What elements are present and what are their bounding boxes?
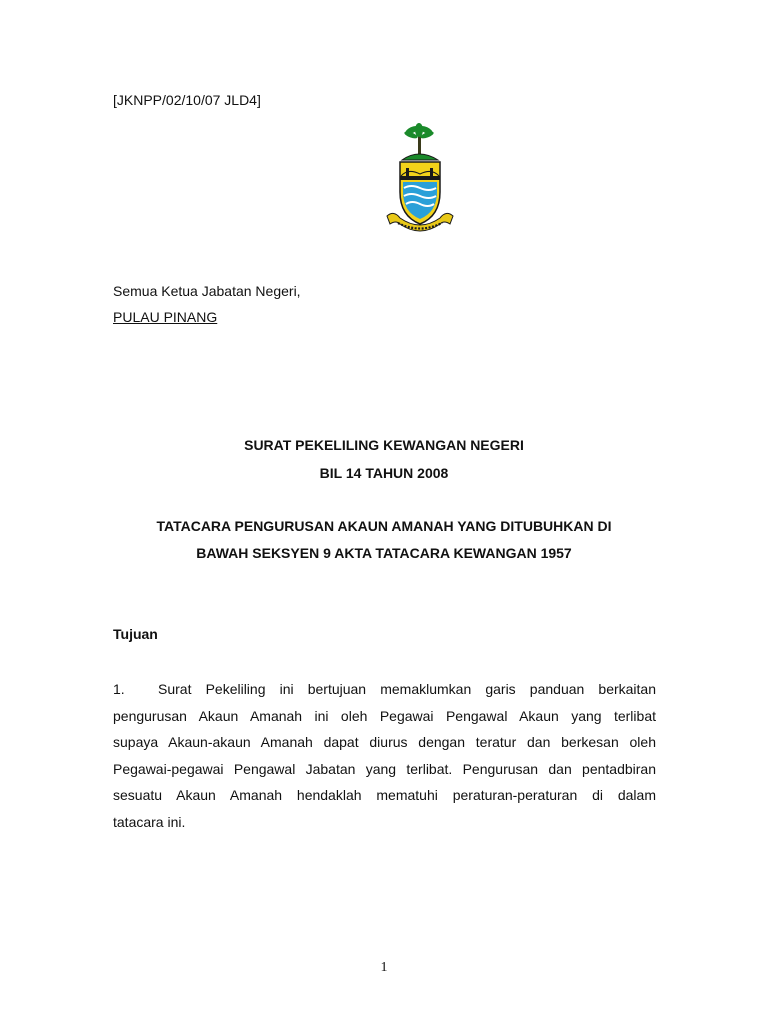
addressee-line: Semua Ketua Jabatan Negeri, bbox=[113, 283, 301, 299]
page-number: 1 bbox=[380, 960, 388, 975]
paragraph-1 bbox=[113, 676, 656, 836]
circular-title: SURAT PEKELILING KEWANGAN NEGERI bbox=[244, 437, 524, 453]
paragraph-line: sesuatu Akaun Amanah hendaklah mematuhi peraturan-peraturan di dalam bbox=[113, 787, 656, 804]
subject-line-2: BAWAH SEKSYEN 9 AKTA TATACARA KEWANGAN 1957 bbox=[196, 545, 572, 561]
paragraph-line: pengurusan Akaun Amanah ini oleh Pegawai Pengawal Akaun yang terlibat bbox=[113, 707, 656, 724]
circular-number: BIL 14 TAHUN 2008 bbox=[319, 465, 449, 481]
paragraph-number: 1. bbox=[113, 681, 125, 697]
addressee-state: PULAU PINANG bbox=[113, 309, 218, 325]
paragraph-line: 1. Surat Pekeliling ini bertujuan memaklumkan garis panduan berkaitan bbox=[113, 676, 656, 703]
addressee-block bbox=[113, 278, 301, 330]
subject-line-1: TATACARA PENGURUSAN AKAUN AMANAH YANG DITUBUHKAN DI bbox=[156, 518, 612, 534]
reference-number: [JKNPP/02/10/07 JLD4] bbox=[113, 92, 261, 108]
state-emblem-icon bbox=[384, 120, 456, 240]
paragraph-line: Pegawai-pegawai Pengawal Jabatan yang terlibat. Pengurusan dan pentadbiran bbox=[113, 760, 656, 777]
paragraph-line: supaya Akaun-akaun Amanah dapat diurus dengan teratur dan berkesan oleh bbox=[113, 734, 656, 751]
section-heading: Tujuan bbox=[113, 626, 158, 642]
paragraph-line: tatacara ini. bbox=[113, 813, 186, 830]
